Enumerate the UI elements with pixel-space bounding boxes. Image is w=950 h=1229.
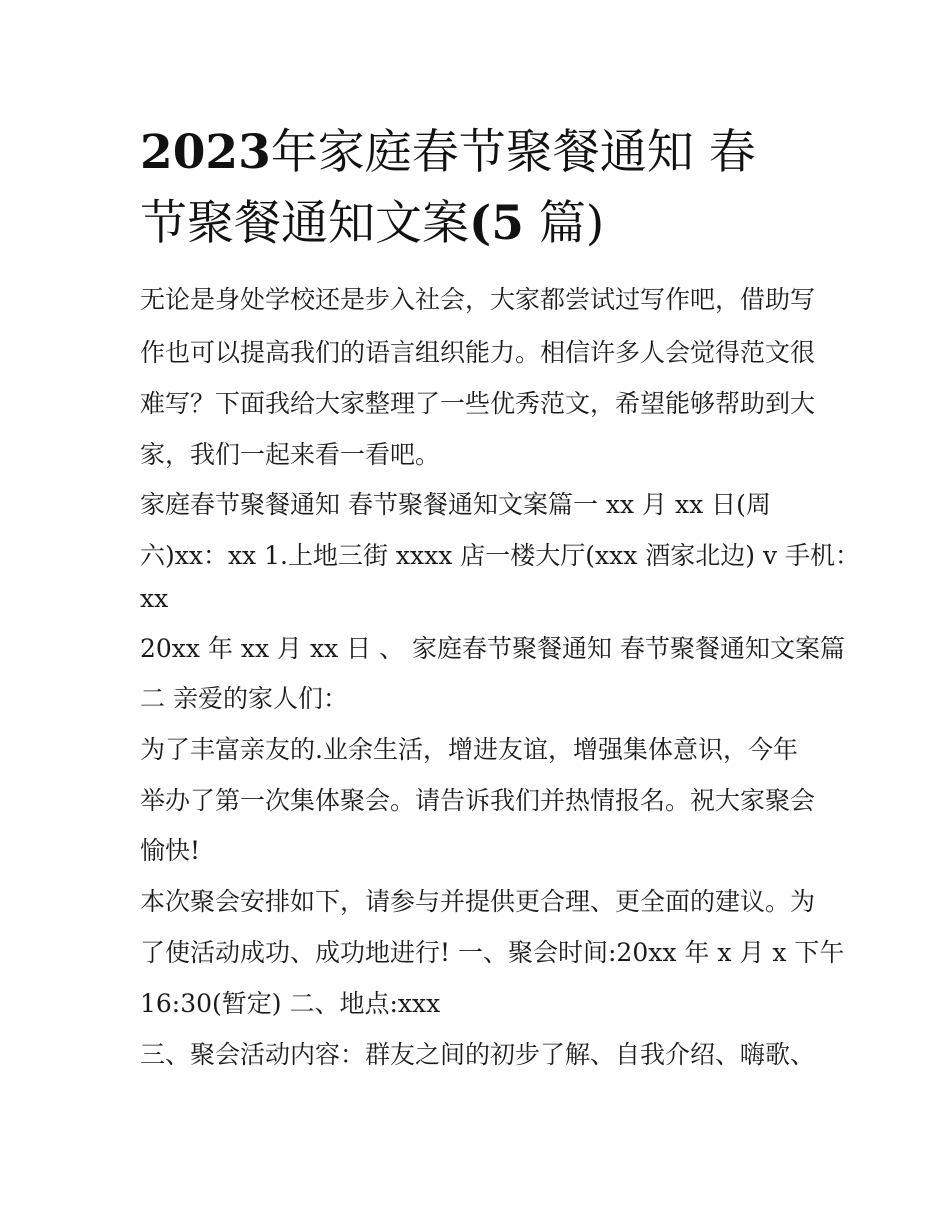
body-line: 了使活动成功、成功地进行! 一、聚会时间:20xx 年 x 月 x 下午	[140, 938, 845, 967]
body-line: xx	[140, 584, 169, 613]
body-line: 家，我们一起来看一看吧。	[140, 440, 441, 469]
title-text-2: 节聚餐通知文案	[140, 196, 469, 251]
document-title-line-1	[140, 125, 756, 180]
body-line: 三、聚会活动内容：群友之间的初步了解、自我介绍、嗨歌、	[140, 1040, 816, 1069]
body-line: 为了丰富亲友的.业余生活，增进友谊，增强集体意识，今年	[140, 735, 798, 764]
body-line: 作也可以提高我们的语言组织能力。相信许多人会觉得范文很	[140, 338, 816, 367]
title-year: 2023	[140, 125, 271, 180]
body-line: 难写？下面我给大家整理了一些优秀范文，希望能够帮助到大	[140, 389, 816, 418]
body-line: 无论是身处学校还是步入社会，大家都尝试过写作吧，借助写	[140, 285, 816, 314]
title-text-1: 年家庭春节聚餐通知 春	[270, 125, 756, 180]
body-line: 本次聚会安排如下，请参与并提供更合理、更全面的建议。为	[140, 887, 816, 916]
body-line: 家庭春节聚餐通知 春节聚餐通知文案篇一 xx 月 xx 日(周	[140, 490, 771, 519]
body-line: 愉快!	[140, 836, 201, 865]
body-line: 举办了第一次集体聚会。请告诉我们并热情报名。祝大家聚会	[140, 786, 816, 815]
document-title-line-2	[140, 196, 605, 251]
body-line: 二 亲爱的家人们：	[140, 684, 348, 713]
body-line: 16:30(暂定) 二、地点:xxx	[140, 989, 441, 1018]
body-line: 20xx 年 xx 月 xx 日 、 家庭春节聚餐通知 春节聚餐通知文案篇	[140, 634, 845, 663]
title-count: (5	[469, 196, 524, 251]
title-text-3: 篇)	[538, 196, 605, 251]
body-line: 六)xx：xx 1.上地三街 xxxx 店一楼大厅(xxx 酒家北边) v 手机：	[140, 541, 861, 570]
